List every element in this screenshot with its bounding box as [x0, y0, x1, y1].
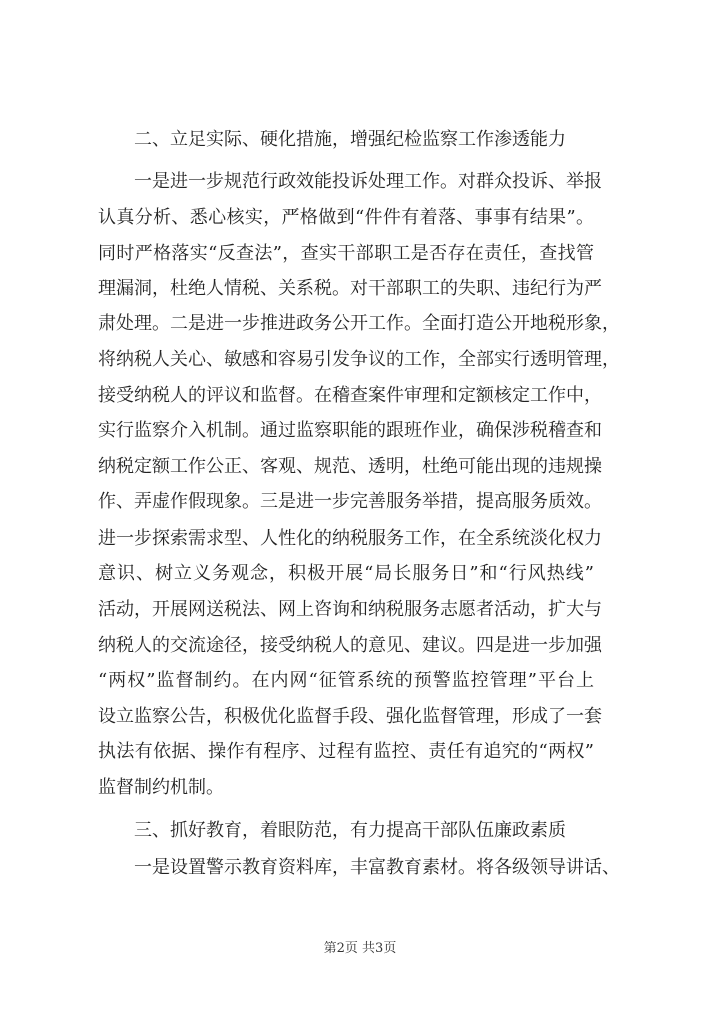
paragraph-line: 理漏洞，杜绝人情税、关系税。对干部职工的失职、违纪行为严: [98, 278, 602, 299]
paragraph-line: 肃处理。二是进一步推进政务公开工作。全面打造公开地税形象，: [98, 313, 620, 334]
paragraph-line: 活动，开展网送税法、网上咨询和纳税服务志愿者活动，扩大与: [98, 599, 602, 620]
paragraph-line: 一是设置警示教育资料库，丰富教育素材。将各级领导讲话、: [134, 857, 620, 878]
paragraph-line: 一是进一步规范行政效能投诉处理工作。对群众投诉、举报: [134, 171, 602, 192]
paragraph-line: 接受纳税人的评议和监督。在稽查案件审理和定额核定工作中，: [98, 385, 602, 406]
paragraph-line: 纳税定额工作公正、客观、规范、透明，杜绝可能出现的违规操: [98, 456, 602, 477]
page-footer: 第2页 共3页: [323, 941, 397, 956]
paragraph-line: 设立监察公告，积极优化监督手段、强化监督管理，形成了一套: [98, 706, 602, 727]
paragraph-line: “两权”监督制约。在内网“征管系统的预警监控管理”平台上: [98, 670, 594, 691]
paragraph-line: 同时严格落实“反查法”，查实干部职工是否存在责任，查找管: [98, 243, 594, 264]
paragraph-line: 实行监察介入机制。通过监察职能的跟班作业，确保涉税稽查和: [98, 420, 602, 441]
paragraph-line: 纳税人的交流途径，接受纳税人的意见、建议。四是进一步加强: [98, 635, 602, 656]
section-heading: 三、抓好教育，着眼防范，有力提高干部队伍廉政素质: [134, 820, 566, 841]
paragraph-line: 监督制约机制。: [98, 777, 224, 798]
paragraph-line: 执法有依据、操作有程序、过程有监控、责任有追究的“两权”: [98, 741, 594, 762]
paragraph-line: 将纳税人关心、敏感和容易引发争议的工作，全部实行透明管理，: [98, 349, 620, 370]
paragraph-line: 进一步探索需求型、人性化的纳税服务工作，在全系统淡化权力: [98, 528, 602, 549]
section-heading: 二、立足实际、硬化措施，增强纪检监察工作渗透能力: [134, 129, 566, 150]
paragraph-line: 作、弄虚作假现象。三是进一步完善服务举措，提高服务质效。: [98, 491, 602, 512]
paragraph-line: 意识、树立义务观念，积极开展“局长服务日”和“行风热线”: [98, 563, 594, 584]
paragraph-line: 认真分析、悉心核实，严格做到“件件有着落、事事有结果”。: [98, 207, 594, 228]
